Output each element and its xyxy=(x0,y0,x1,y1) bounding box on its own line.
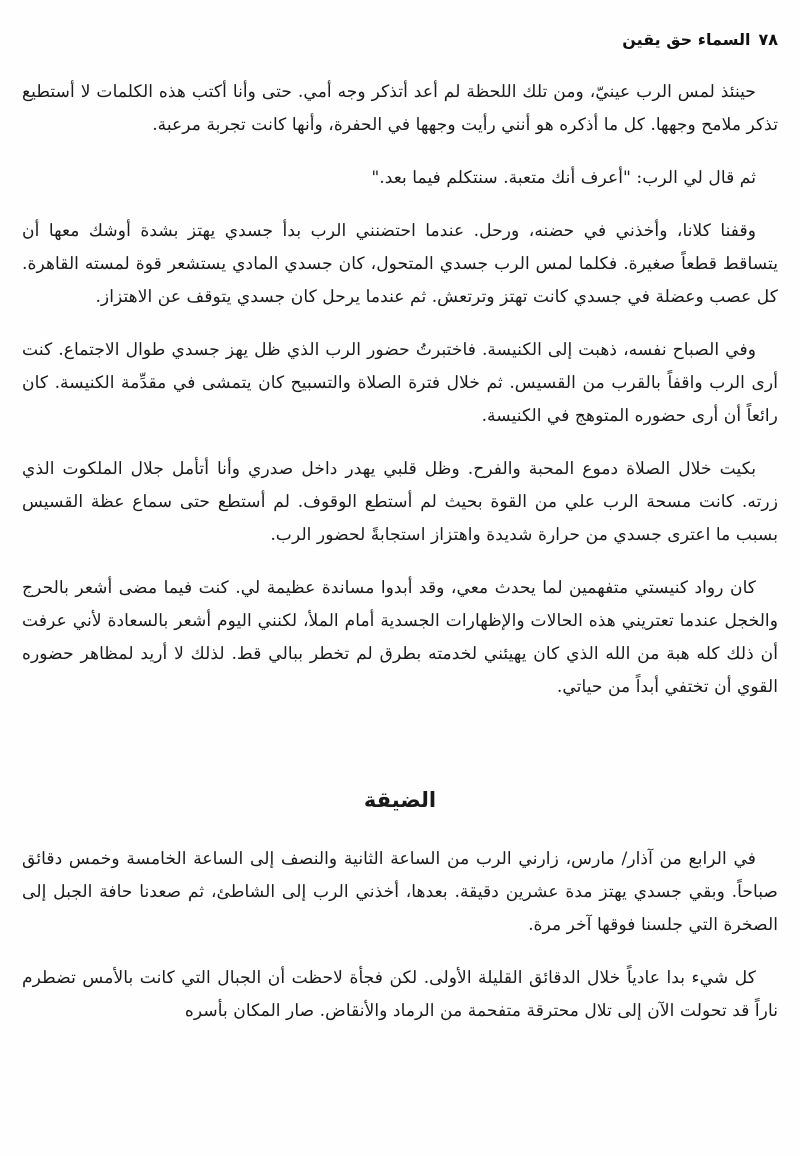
paragraph: كل شيء بدا عادياً خلال الدقائق القليلة الأولى. لكن فجأة لاحظت أن الجبال التي كانت بالأمس تضطرم ناراً قد تحولت الآن إلى تلال محترقة متفحمة من الرماد والأنقاض. صار المكان بأسره xyxy=(22,968,778,1021)
section-spacer xyxy=(22,724,778,784)
paragraph: في الرابع من آذار/ مارس، زارني الرب من الساعة الثانية والنصف إلى الساعة الخامسة وخمس دقائق صباحاً. وبقي جسدي يهتز مدة عشرين دقيقة. بعدها، أخذني الرب إلى الشاطئ، ثم صعدنا حافة الجبل إلى الصخرة التي جلسنا فوقها آخر مرة. xyxy=(22,849,778,935)
paragraph: بكيت خلال الصلاة دموع المحبة والفرح. وظل قلبي يهدر داخل صدري وأنا أتأمل جلال الملكوت الذي زرته. كانت مسحة الرب علي من القوة بحيث لم أستطع الوقوف. لم أستطع حتى سماع عظة القسيس بسبب ما اعترى جسدي من حرارة شديدة واهتزاز استجابةً لحضور الرب. xyxy=(22,459,778,545)
paragraph: كان رواد كنيستي متفهمين لما يحدث معي، وقد أبدوا مساندة عظيمة لي. كنت فيما مضى أشعر بالحرج والخجل عندما تعتريني هذه الحالات والإظهارات الجسدية أمام الملأ، لكنني اليوم أشعر بالسعادة لأني عرفت أن ذلك كله هبة من الله الذي كان يهيئني لخدمته بطرق لم تخطر ببالي قط. لذلك لا أريد لمظاهر حضوره القوي أن تختفي أبداً من حياتي. xyxy=(22,578,779,697)
paragraph: وفي الصباح نفسه، ذهبت إلى الكنيسة. فاختبرتُ حضور الرب الذي ظل يهز جسدي طوال الاجتماع. كنت أرى الرب واقفاً بالقرب من القسيس. ثم خلال فترة الصلاة والتسبيح كان يتمشى في مقدِّمة الكنيسة. كان رائعاً أن أرى حضوره المتوهج في الكنيسة. xyxy=(22,340,778,426)
paragraph: ثم قال لي الرب: "أعرف أنك متعبة. سنتكلم فيما بعد." xyxy=(371,168,756,188)
paragraph: وقفنا كلانا، وأخذني في حضنه، ورحل. عندما احتضنني الرب بدأ جسدي يهتز بشدة أوشك معها أن يتساقط قطعاً صغيرة. فكلما لمس الرب جسدي المتحول، كان جسدي المادي يستشعر قوة لمسته القاهرة. كل عصب وعضلة في جسدي كانت تهتز وترتعش. ثم عندما يرحل كان جسدي يتوقف عن الاهتزاز. xyxy=(22,221,778,307)
body-text xyxy=(22,76,778,1048)
page-number: ٧٨ xyxy=(758,30,778,49)
section-heading: الضيقة xyxy=(363,788,437,812)
running-head xyxy=(622,30,778,49)
paragraph: حينئذ لمس الرب عينيّ، ومن تلك اللحظة لم أعد أتذكر وجه أمي. حتى وأنا أكتب هذه الكلمات لا أستطيع تذكر ملامح وجهها. كل ما أذكره هو أنني رأيت وجهها في الحفرة، وأنها كانت تجربة مرعبة. xyxy=(22,82,778,135)
book-title: السماء حق يقين xyxy=(622,30,751,49)
